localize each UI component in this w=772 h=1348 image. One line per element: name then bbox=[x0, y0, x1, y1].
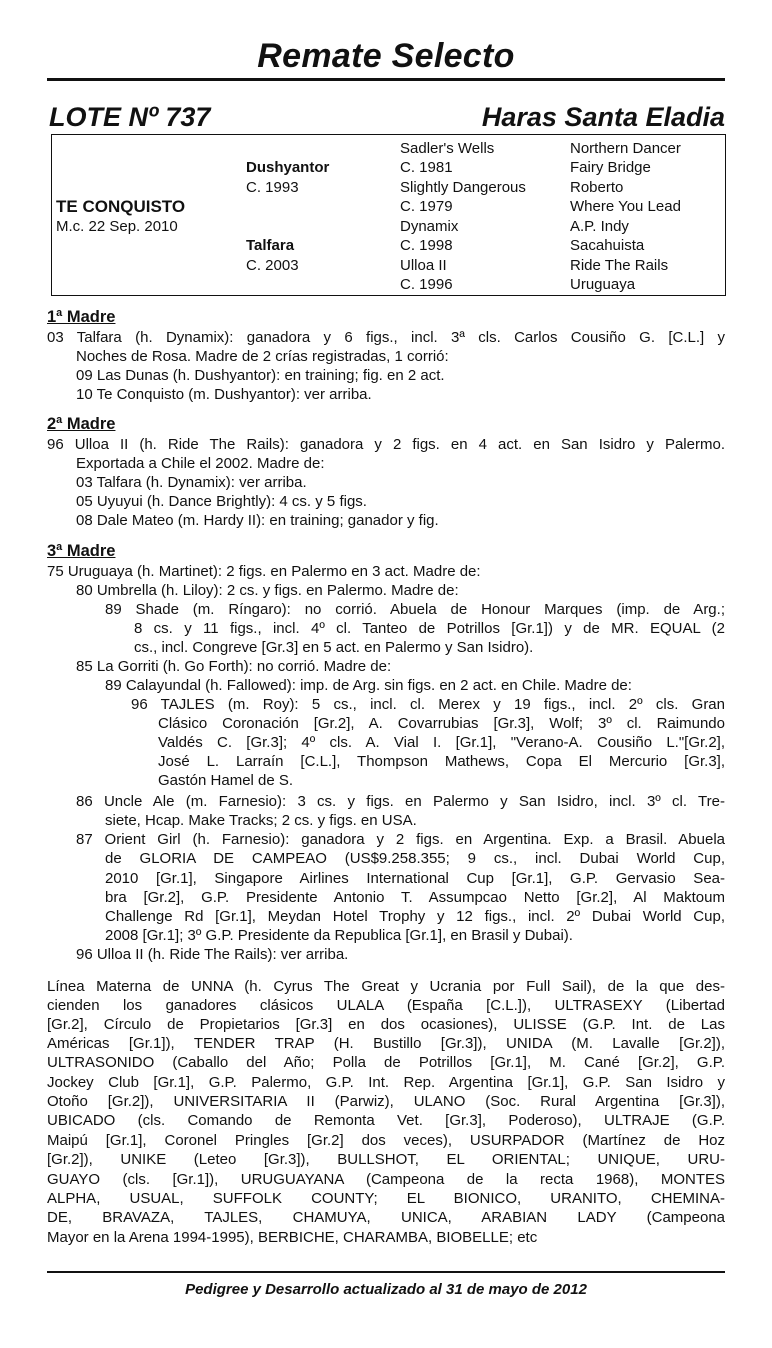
third-dam-line: Challenge Rd [Gr.1], Meydan Hotel Trophy y 12 figs., incl. 2º Dubai World Cup, bbox=[105, 908, 725, 925]
maternal-line-text: DE, BRAVAZA, TAJLES, CHAMUYA, UNICA, ARABIAN LADY (Campeona bbox=[47, 1209, 725, 1226]
horse-name: TE CONQUISTO bbox=[56, 197, 186, 216]
third-dam-line: 8 cs. y 11 figs., incl. 4º cl. Tanteo de Potrillos [Gr.1]) y de MR. EQUAL (2 bbox=[134, 620, 725, 637]
footer-rule bbox=[47, 1271, 725, 1273]
gen4-name: Roberto bbox=[570, 179, 624, 196]
third-dam-line: Clásico Coronación [Gr.2], A. Covarrubias [Gr.3], Wolf; 3º cl. Raimundo bbox=[158, 715, 725, 732]
pedigree-table bbox=[51, 134, 726, 296]
third-dam-line: 2010 [Gr.1], Singapore Airlines International Cup [Gr.1], G.P. Gervasio Sea- bbox=[105, 870, 725, 887]
third-dam-line: 86 Uncle Ale (m. Farnesio): 3 cs. y figs. en Palermo y San Isidro, incl. 3º cl. Tre- bbox=[76, 793, 725, 810]
maternal-line-text: [Gr.2], Círculo de Propietarios [Gr.3] en dos ocasiones), ULISSE (G.P. Int. de Las bbox=[47, 1016, 725, 1033]
gen3-name: Slightly Dangerous bbox=[400, 179, 526, 196]
maternal-line-text: Jockey Club [Gr.1], G.P. Palermo, G.P. Int. Rep. Argentina [Gr.1], G.P. San Isidro y bbox=[47, 1074, 725, 1091]
gen3-year: C. 1979 bbox=[400, 198, 453, 215]
sire-name: Dushyantor bbox=[246, 159, 330, 176]
maternal-line-text: ULTRASONIDO (Caballo del Año; Polla de Potrillos [Gr.1], M. Cané [Gr.2], G.P. bbox=[47, 1054, 725, 1071]
third-dam-line: 96 TAJLES (m. Roy): 5 cs., incl. cl. Merex y 19 figs., incl. 2º cls. Gran bbox=[131, 696, 725, 713]
maternal-line-text: Maipú [Gr.1], Coronel Pringles [Gr.2] dos veces), USURPADOR (Martínez de Hoz bbox=[47, 1132, 725, 1149]
third-dam-line: José L. Larraín [C.L.], Thompson Mathews, Copa El Mercurio [Gr.3], bbox=[158, 753, 725, 770]
footer-note: Pedigree y Desarrollo actualizado al 31 de mayo de 2012 bbox=[185, 1281, 587, 1298]
gen4-name: Ride The Rails bbox=[570, 257, 669, 274]
second-dam-line: 03 Talfara (h. Dynamix): ver arriba. bbox=[76, 474, 307, 491]
third-dam-line: 89 Shade (m. Ríngaro): no corrió. Abuela de Honour Marques (imp. de Arg.; bbox=[105, 601, 725, 618]
maternal-line-text: Otoño [Gr.2]), UNIVERSITARIA II (Parwiz), ULANO (Soc. Rural Argentina [Gr.3]), bbox=[47, 1093, 725, 1110]
third-dam-line: 75 Uruguaya (h. Martinet): 2 figs. en Palermo en 3 act. Madre de: bbox=[47, 563, 481, 580]
second-dam-line: 05 Uyuyui (h. Dance Brightly): 4 cs. y 5 figs. bbox=[76, 493, 367, 510]
second-dam-line: Exportada a Chile el 2002. Madre de: bbox=[76, 455, 325, 472]
third-dam-line: 96 Ulloa II (h. Ride The Rails): ver arriba. bbox=[76, 946, 349, 963]
third-dam-line: 2008 [Gr.1]; 3º G.P. Presidente da Republica [Gr.1], en Brasil y Dubai). bbox=[105, 927, 573, 944]
gen3-year: C. 1998 bbox=[400, 237, 453, 254]
gen4-name: Fairy Bridge bbox=[570, 159, 651, 176]
first-dam-line: 09 Las Dunas (h. Dushyantor): en training; fig. en 2 act. bbox=[76, 367, 445, 384]
third-dam-line: Valdés C. [Gr.3]; 4º cls. A. Vial I. [Gr.1], "Verano-A. Cousiño L."[Gr.2], bbox=[158, 734, 725, 751]
maternal-line-text: cienden los ganadores clásicos ULALA (España [C.L.]), ULTRASEXY (Libertad bbox=[47, 997, 725, 1014]
gen3-name: Ulloa II bbox=[400, 257, 447, 274]
maternal-line-text: ALPHA, USUAL, SUFFOLK COUNTY; EL BIONICO, URANITO, CHEMINA- bbox=[47, 1190, 725, 1207]
maternal-line-text: [Gr.2]), UNIKE (Leteo [Gr.3]), BULLSHOT, EL ORIENTAL; UNIQUE, URU- bbox=[47, 1151, 725, 1168]
maternal-line-text: GUAYO (cls. [Gr.1]), URUGUAYANA (Campeona de la recta 1968), MONTES bbox=[47, 1171, 725, 1188]
third-dam-line: 89 Calayundal (h. Fallowed): imp. de Arg. sin figs. en 2 act. en Chile. Madre de: bbox=[105, 677, 632, 694]
second-dam-line: 96 Ulloa II (h. Ride The Rails): ganadora y 2 figs. en 4 act. en San Isidro y Palermo. bbox=[47, 436, 725, 453]
gen3-year: C. 1981 bbox=[400, 159, 453, 176]
gen4-name: Northern Dancer bbox=[570, 140, 681, 157]
dam-name: Talfara bbox=[246, 237, 295, 254]
second-dam-line: 08 Dale Mateo (m. Hardy II): en training; ganador y fig. bbox=[76, 512, 439, 529]
dam-year: C. 2003 bbox=[246, 257, 299, 274]
second-dam-heading: 2ª Madre bbox=[47, 415, 116, 433]
horse-info: M.c. 22 Sep. 2010 bbox=[56, 218, 178, 235]
gen4-name: Where You Lead bbox=[570, 198, 681, 215]
maternal-line-text: Mayor en la Arena 1994-1995), BERBICHE, CHARAMBA, BIOBELLE; etc bbox=[47, 1229, 538, 1246]
page-title: Remate Selecto bbox=[257, 37, 515, 75]
gen3-year: C. 1996 bbox=[400, 276, 453, 293]
first-dam-line: Noches de Rosa. Madre de 2 crías registradas, 1 corrió: bbox=[76, 348, 449, 365]
lot-number: LOTE Nº 737 bbox=[49, 102, 211, 132]
third-dam-line: bra [Gr.2], G.P. Presidente Antonio T. Assumpcao Netto [Gr.2], Al Maktoum bbox=[105, 889, 725, 906]
gen3-name: Sadler's Wells bbox=[400, 140, 495, 157]
gen3-name: Dynamix bbox=[400, 218, 459, 235]
first-dam-line: 10 Te Conquisto (m. Dushyantor): ver arriba. bbox=[76, 386, 372, 403]
first-dam-line: 03 Talfara (h. Dynamix): ganadora y 6 figs., incl. 3ª cls. Carlos Cousiño G. [C.L.] y bbox=[47, 329, 725, 346]
gen4-name: Sacahuista bbox=[570, 237, 645, 254]
third-dam-heading: 3ª Madre bbox=[47, 542, 116, 560]
third-dam-line: 87 Orient Girl (h. Farnesio): ganadora y 2 figs. en Argentina. Exp. a Brasil. Abuela bbox=[76, 831, 725, 848]
third-dam-line: cs., incl. Congreve [Gr.3] en 5 act. en Palermo y San Isidro). bbox=[134, 639, 534, 656]
gen4-name: Uruguaya bbox=[570, 276, 636, 293]
third-dam-line: Gastón Hamel de S. bbox=[158, 772, 294, 789]
maternal-line-text: Línea Materna de UNNA (h. Cyrus The Great y Ucrania por Full Sail), de la que des- bbox=[47, 978, 725, 995]
third-dam-line: siete, Hcap. Make Tracks; 2 cs. y figs. en USA. bbox=[105, 812, 417, 829]
stud-name: Haras Santa Eladia bbox=[481, 102, 725, 132]
maternal-line-text: UBICADO (cls. Comando de Remonta Vet. [Gr.3], Poderoso), ULTRAJE (G.P. bbox=[47, 1112, 725, 1129]
third-dam-line: 80 Umbrella (h. Liloy): 2 cs. y figs. en Palermo. Madre de: bbox=[76, 582, 459, 599]
gen4-name: A.P. Indy bbox=[570, 218, 629, 235]
first-dam-heading: 1ª Madre bbox=[47, 308, 116, 326]
title-rule bbox=[47, 78, 725, 81]
third-dam-line: de GLORIA DE CAMPEAO (US$9.258.355; 9 cs., incl. Dubai World Cup, bbox=[105, 850, 725, 867]
third-dam-line: 85 La Gorriti (h. Go Forth): no corrió. Madre de: bbox=[76, 658, 392, 675]
sire-year: C. 1993 bbox=[246, 179, 299, 196]
maternal-line-text: Américas [Gr.1]), TENDER TRAP (H. Bustillo [Gr.3]), UNIDA (M. Lavalle [Gr.2]), bbox=[47, 1035, 725, 1052]
